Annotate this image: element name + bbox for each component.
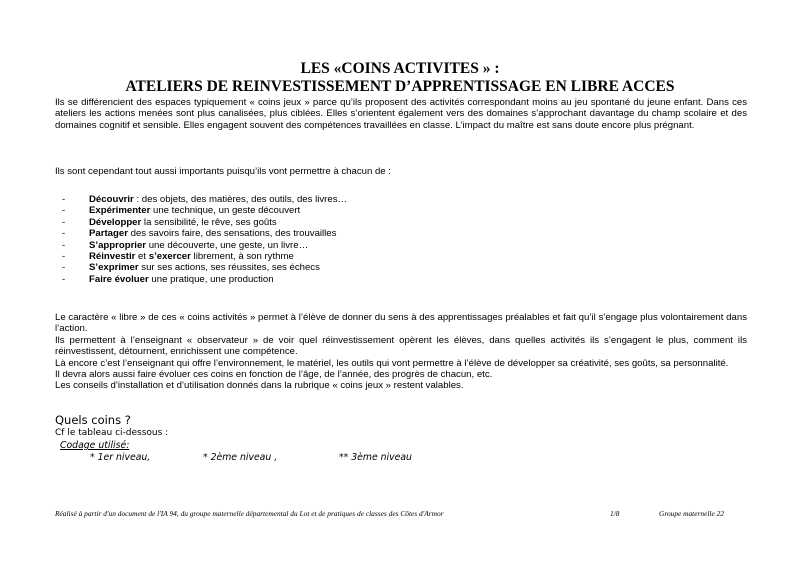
list-item xyxy=(55,240,347,251)
level-3-code: ** 3ème niveau xyxy=(339,452,412,463)
bullet-dash: - xyxy=(62,239,66,251)
list-item-keyword: Développer xyxy=(89,216,142,228)
list-item-text: la sensibilité, le rêve, ses goûts xyxy=(141,216,277,228)
list-item xyxy=(55,228,347,239)
footer-source: Réalisé à partir d'un document de l'IA 94, du groupe maternelle départemental du Lot et de pratiques de classes des Côtes d'Armor xyxy=(55,509,444,518)
list-item-text: une pratique, une production xyxy=(148,273,274,285)
list-item-text: sur ses actions, ses réussites, ses échecs xyxy=(138,262,320,274)
bullet-dash: - xyxy=(62,262,66,274)
bullet-dash: - xyxy=(62,194,66,205)
list-item-text: et xyxy=(135,251,149,263)
bullet-dash: - xyxy=(62,273,66,285)
list-item-text: une découverte, une geste, un livre… xyxy=(146,239,309,251)
footer-group: Groupe maternelle 22 xyxy=(659,509,724,518)
footer-page-number: 1/8 xyxy=(610,509,620,518)
list-item-keyword: s’exercer xyxy=(148,251,191,263)
list-item-text: librement, à son rythme xyxy=(190,251,294,263)
list-item-keyword: Découvrir xyxy=(89,194,134,205)
codage-label: Codage utilisé: xyxy=(60,440,130,451)
bullet-dash: - xyxy=(62,228,66,240)
details-paragraph: Les conseils d’installation et d’utilisation donnés dans la rubrique « coins jeux » restent valables. xyxy=(55,380,464,392)
bullet-dash: - xyxy=(62,205,66,217)
list-item-keyword: Expérimenter xyxy=(89,205,151,217)
list-item xyxy=(55,194,347,205)
list-item-keyword: Réinvestir xyxy=(89,251,136,263)
intro-paragraph: Ils se différencient des espaces typiquement « coins jeux » parce qu’ils proposent des activités correspondant moins au jeu spontané du jeune enfant. Dans ces ateliers les actions menées sont plus canalisées, plus ciblées. Elles s’orientent également vers des domaines s’approchant davantage du champ scolaire et des domaines cognitif et sensible. Elles engagent souvent des compétences travaillées en classe. L’impact du maître est sans doute encore plus prégnant. xyxy=(55,97,747,131)
list-item-text: une technique, un geste découvert xyxy=(150,205,301,217)
details-paragraph: Là encore c’est l’enseignant qui offre l’environnement, le matériel, les outils qui vont permettre à l’élève de développer sa créativité, ses goûts, sa personnalité. xyxy=(55,357,729,369)
list-item xyxy=(55,251,347,262)
level-1-code: * 1er niveau, xyxy=(90,452,151,463)
list-item-text: : des objets, des matières, des outils, des livres… xyxy=(133,194,348,205)
title-line-2: ATELIERS DE REINVESTISSEMENT D’APPRENTISSAGE EN LIBRE ACCES xyxy=(125,78,675,95)
intro-lead-paragraph: Ils sont cependant tout aussi importants puisqu’ils vont permettre à chacun de : xyxy=(55,166,391,177)
list-item xyxy=(55,274,347,285)
list-item-keyword: S’approprier xyxy=(89,239,147,251)
list-item-text: des savoirs faire, des sensations, des trouvailles xyxy=(127,228,337,240)
bullet-dash: - xyxy=(62,251,66,263)
list-item-keyword: Partager xyxy=(89,228,128,240)
list-item xyxy=(55,262,347,273)
details-block xyxy=(55,312,747,392)
section-heading-quels-coins: Quels coins ? xyxy=(55,413,131,427)
title-line-1: LES «COINS ACTIVITES » : xyxy=(300,60,500,77)
level-2-code: * 2ème niveau , xyxy=(203,452,278,463)
bullet-dash: - xyxy=(62,216,66,228)
objectives-list xyxy=(55,194,347,285)
details-paragraph: Il devra alors aussi faire évoluer ces coins en fonction de l’âge, de l’année, des progrès de chacun, etc. xyxy=(55,369,493,381)
list-item-keyword: Faire évoluer xyxy=(89,273,149,285)
list-item xyxy=(55,217,347,228)
list-item xyxy=(55,205,347,216)
details-paragraph: Le caractère « libre » de ces « coins activités » permet à l’élève de donner du sens à des apprentissages préalables et fait qu’il s’engage plus volontairement dans l’action. xyxy=(55,312,747,335)
details-paragraph: Ils permettent à l’enseignant « observateur » de voir quel réinvestissement opèrent les élèves, dans quelles activités ils s’engagent le plus, comment ils réinvestissent, détournent, enrichissent une compétence. xyxy=(55,334,747,358)
list-item-keyword: S’exprimer xyxy=(89,262,139,274)
table-reference: Cf le tableau ci-dessous : xyxy=(55,428,169,438)
